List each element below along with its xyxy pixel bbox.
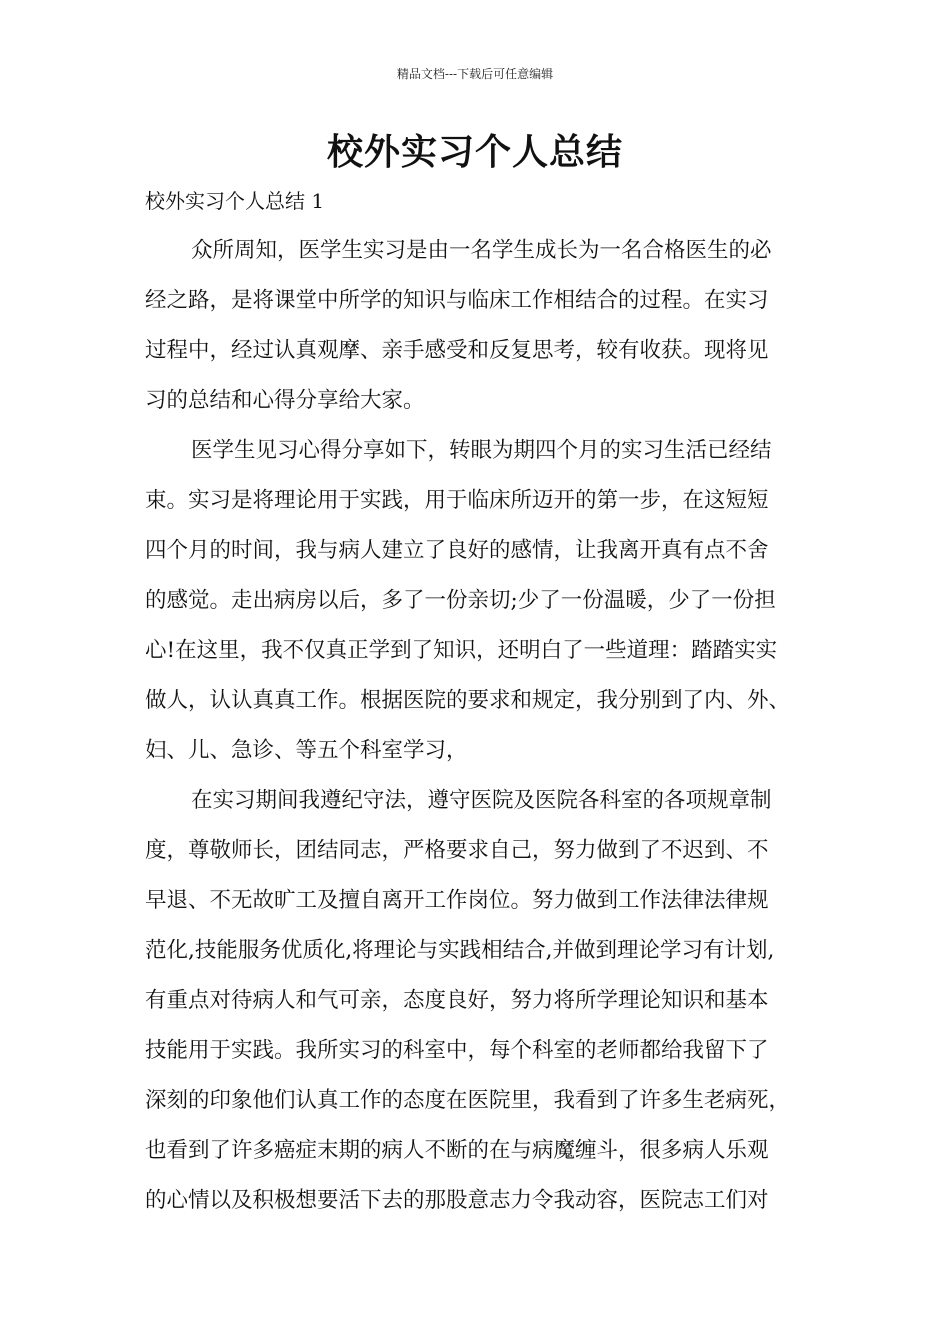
document-body <box>145 226 815 1226</box>
section-subtitle: 校外实习个人总结 1 <box>145 189 325 213</box>
text-line: 的感觉。走出病房以后，多了一份亲切;少了一份温暖，少了一份担 <box>145 588 776 613</box>
document-title: 校外实习个人总结 <box>326 131 623 173</box>
text-line: 在实习期间我遵纪守法，遵守医院及医院各科室的各项规章制 <box>191 788 772 813</box>
text-line: 也看到了许多癌症末期的病人不断的在与病魔缠斗，很多病人乐观 <box>145 1138 769 1163</box>
text-line: 早退、不无故旷工及擅自离开工作岗位。努力做到工作法律法律规 <box>145 888 769 913</box>
paragraph-2 <box>145 426 815 776</box>
paragraph-3 <box>145 776 815 1226</box>
text-line: 四个月的时间，我与病人建立了良好的感情，让我离开真有点不舍 <box>145 538 769 563</box>
text-line: 度，尊敬师长，团结同志，严格要求自己，努力做到了不迟到、不 <box>145 838 769 863</box>
text-line: 众所周知，医学生实习是由一名学生成长为一名合格医生的必 <box>191 238 772 263</box>
text-line: 心!在这里，我不仅真正学到了知识，还明白了一些道理：踏踏实实 <box>145 638 778 663</box>
header-note: 精品文档---下载后可任意编辑 <box>396 67 554 81</box>
text-line: 束。实习是将理论用于实践，用于临床所迈开的第一步，在这短短 <box>145 488 769 513</box>
text-line: 妇、儿、急诊、等五个科室学习， <box>145 738 468 763</box>
text-line: 经之路，是将课堂中所学的知识与临床工作相结合的过程。在实习 <box>145 288 769 313</box>
text-line: 范化,技能服务优质化,将理论与实践相结合,并做到理论学习有计划, <box>145 938 775 963</box>
text-line: 医学生见习心得分享如下，转眼为期四个月的实习生活已经结 <box>191 438 772 463</box>
text-line: 技能用于实践。我所实习的科室中，每个科室的老师都给我留下了 <box>145 1038 769 1063</box>
text-line: 过程中，经过认真观摩、亲手感受和反复思考，较有收获。现将见 <box>145 338 769 363</box>
text-line: 有重点对待病人和气可亲，态度良好，努力将所学理论知识和基本 <box>145 988 769 1013</box>
text-line: 的心情以及积极想要活下去的那股意志力令我动容，医院志工们对 <box>145 1188 769 1213</box>
text-line: 做人，认认真真工作。根据医院的要求和规定，我分别到了内、外、 <box>145 688 791 713</box>
text-line: 深刻的印象他们认真工作的态度在医院里，我看到了许多生老病死， <box>145 1088 791 1113</box>
text-line: 习的总结和心得分享给大家。 <box>145 388 425 413</box>
paragraph-1 <box>145 226 815 426</box>
